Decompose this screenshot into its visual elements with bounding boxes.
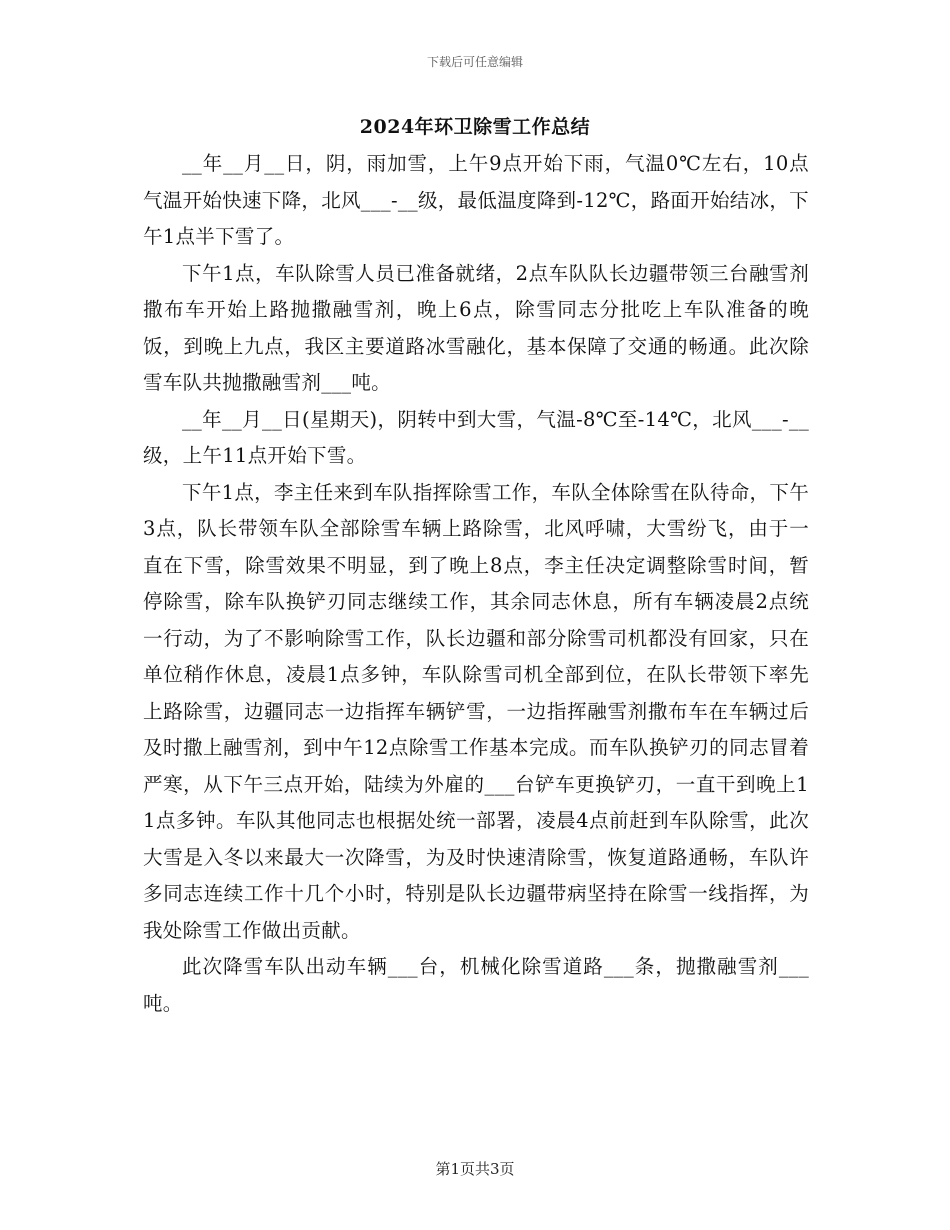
document-body xyxy=(143,146,809,1022)
document-title: 2024年环卫除雪工作总结 xyxy=(359,116,591,138)
page-number: 第1页共3页 xyxy=(435,1160,515,1178)
paragraph-1: __年__月__日，阴，雨加雪，上午9点开始下雨，气温0℃左右，10点气温开始快速下降，北风___-__级，最低温度降到-12℃，路面开始结冰，下午1点半下雪了。 xyxy=(143,152,809,248)
paragraph-3: __年__月__日(星期天)，阴转中到大雪，气温-8℃至-14℃，北风___-__级，上午11点开始下雪。 xyxy=(143,407,809,467)
header-note: 下载后可任意编辑 xyxy=(426,55,523,69)
paragraph-5: 此次降雪车队出动车辆___台，机械化除雪道路___条，抛撒融雪剂___吨。 xyxy=(143,955,809,1015)
paragraph-4: 下午1点，李主任来到车队指挥除雪工作，车队全体除雪在队待命，下午3点，队长带领车队全部除雪车辆上路除雪，北风呼啸，大雪纷飞，由于一直在下雪，除雪效果不明显，到了晚上8点，李主任决定调整除雪时间，暂停除雪，除车队换铲刃同志继续工作，其余同志休息，所有车辆凌晨2点统一行动，为了不影响除雪工作，队长边疆和部分除雪司机都没有回家，只在单位稍作休息，凌晨1点多钟，车队除雪司机全部到位，在队长带领下率先上路除雪，边疆同志一边指挥车辆铲雪，一边指挥融雪剂撒布车在车辆过后及时撒上融雪剂，到中午12点除雪工作基本完成。而车队换铲刃的同志冒着严寒，从下午三点开始，陆续为外雇的___台铲车更换铲刃，一直干到晚上11点多钟。车队其他同志也根据处统一部署，凌晨4点前赶到车队除雪，此次大雪是入冬以来最大一次降雪，为及时快速清除雪，恢复道路通畅，车队许多同志连续工作十几个小时，特别是队长边疆带病坚持在除雪一线指挥，为我处除雪工作做出贡献。 xyxy=(143,480,809,942)
paragraph-2: 下午1点，车队除雪人员已准备就绪，2点车队队长边疆带领三台融雪剂撒布车开始上路抛撒融雪剂，晚上6点，除雪同志分批吃上车队准备的晚饭，到晚上九点，我区主要道路冰雪融化，基本保障了交通的畅通。此次除雪车队共抛撒融雪剂___吨。 xyxy=(143,261,809,394)
